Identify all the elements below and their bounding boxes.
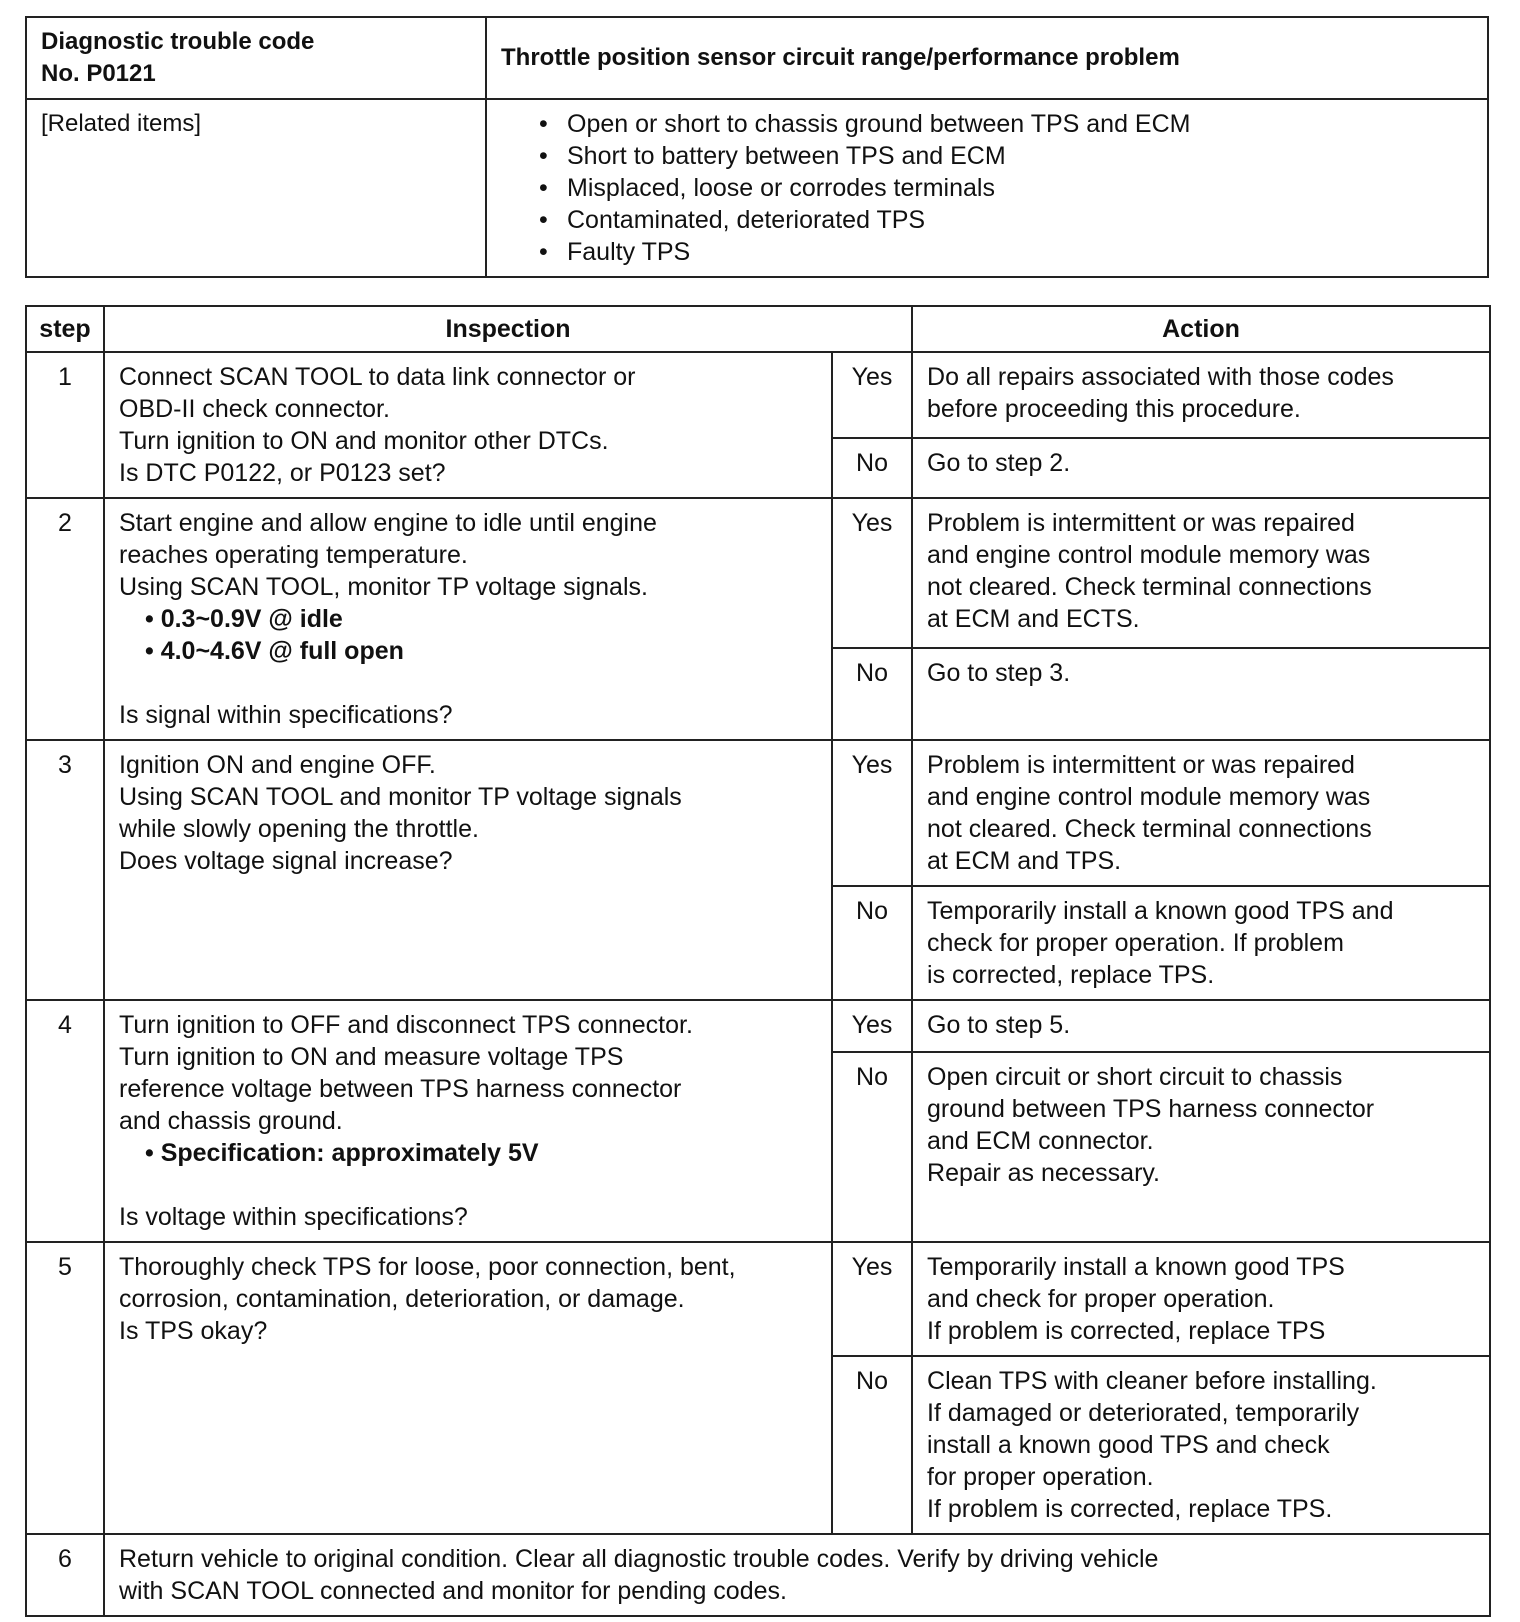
inspection-line: Using SCAN TOOL, monitor TP voltage signals. [119, 573, 648, 601]
inspection-line: Turn ignition to OFF and disconnect TPS connector. [119, 1011, 693, 1039]
inspection-line: corrosion, contamination, deterioration, or damage. [119, 1285, 685, 1313]
related-item: • Open or short to chassis ground between TPS and ECM [539, 108, 1473, 140]
action-line: If damaged or deteriorated, temporarily [927, 1399, 1360, 1427]
inspection-line: Is TPS okay? [119, 1317, 268, 1345]
action-line: Clean TPS with cleaner before installing. [927, 1367, 1377, 1395]
no-label: No [832, 886, 912, 1000]
no-label: No [832, 1356, 912, 1534]
action-line: Go to step 3. [927, 659, 1071, 688]
table-row [26, 1000, 1490, 1052]
table-row [26, 1534, 1490, 1616]
step-column-header: step [26, 306, 104, 352]
yes-label: Yes [832, 1000, 912, 1052]
yes-action-cell [912, 498, 1490, 648]
action-line: Go to step 5. [927, 1011, 1071, 1039]
inspection-line: Connect SCAN TOOL to data link connector or [119, 363, 636, 391]
inspection-line: Does voltage signal increase? [119, 847, 453, 875]
action-line: before proceeding this procedure. [927, 395, 1301, 423]
spec-bullet: • 0.3~0.9V @ idle [145, 605, 343, 633]
action-line: Problem is intermittent or was repaired [927, 509, 1355, 537]
table-row [26, 1242, 1490, 1356]
inspection-line: while slowly opening the throttle. [119, 815, 479, 843]
action-line: ground between TPS harness connector [927, 1095, 1375, 1124]
no-action-cell [912, 1052, 1490, 1242]
spec-bullet: • 4.0~4.6V @ full open [145, 637, 404, 665]
action-line: Repair as necessary. [927, 1159, 1160, 1188]
spec-bullet: • Specification: approximately 5V [145, 1139, 539, 1167]
diagnostic-procedure-table [25, 305, 1491, 1617]
inspection-line: Return vehicle to original condition. Clear all diagnostic trouble codes. Verify by driving vehicle [119, 1545, 1159, 1573]
inspection-line: Ignition ON and engine OFF. [119, 751, 436, 779]
action-line: If problem is corrected, replace TPS. [927, 1495, 1333, 1523]
inspection-line: Thoroughly check TPS for loose, poor connection, bent, [119, 1253, 736, 1281]
action-line: and engine control module memory was [927, 541, 1371, 569]
inspection-column-header: Inspection [104, 306, 912, 352]
action-line: and check for proper operation. [927, 1285, 1275, 1313]
dtc-code-number: No. P0121 [41, 60, 156, 87]
action-line: Go to step 2. [927, 449, 1071, 478]
no-action-cell [912, 1356, 1490, 1534]
action-line: Open circuit or short circuit to chassis [927, 1063, 1343, 1092]
no-action-cell [912, 886, 1490, 1000]
step-number: 4 [26, 1000, 104, 1242]
table-row [26, 352, 1490, 438]
action-line: is corrected, replace TPS. [927, 961, 1215, 989]
action-line: at ECM and TPS. [927, 847, 1122, 875]
dtc-title: Throttle position sensor circuit range/performance problem [501, 44, 1180, 71]
inspection-line: Is DTC P0122, or P0123 set? [119, 459, 446, 487]
inspection-line: Turn ignition to ON and measure voltage TPS [119, 1043, 624, 1071]
yes-action-cell [912, 740, 1490, 886]
inspection-question: Is signal within specifications? [119, 701, 453, 729]
yes-action-cell [912, 1000, 1490, 1052]
inspection-line: and chassis ground. [119, 1107, 343, 1135]
action-line: check for proper operation. If problem [927, 929, 1344, 957]
related-item: • Misplaced, loose or corrodes terminals [539, 172, 1473, 204]
inspection-cell [104, 498, 832, 740]
yes-label: Yes [832, 1242, 912, 1356]
inspection-line: reference voltage between TPS harness connector [119, 1075, 682, 1103]
no-label: No [832, 648, 912, 740]
dtc-code-cell [26, 17, 486, 99]
action-line: Temporarily install a known good TPS and [927, 897, 1394, 925]
dtc-header-table [25, 16, 1489, 278]
action-line: and engine control module memory was [927, 783, 1371, 811]
related-item: • Faulty TPS [539, 236, 1473, 268]
inspection-line: with SCAN TOOL connected and monitor for pending codes. [119, 1577, 787, 1605]
related-item: • Short to battery between TPS and ECM [539, 140, 1473, 172]
action-line: for proper operation. [927, 1463, 1154, 1491]
yes-action-cell [912, 1242, 1490, 1356]
table-header-row [26, 306, 1490, 352]
action-line: Temporarily install a known good TPS [927, 1253, 1345, 1281]
related-items-list [501, 108, 1473, 268]
related-items-label: [Related items] [41, 110, 202, 137]
action-line: install a known good TPS and check [927, 1431, 1330, 1459]
inspection-cell [104, 1000, 832, 1242]
inspection-question: Is voltage within specifications? [119, 1203, 468, 1231]
action-line: and ECM connector. [927, 1127, 1154, 1156]
dtc-title-cell [486, 17, 1488, 99]
step-number: 1 [26, 352, 104, 498]
related-item: • Contaminated, deteriorated TPS [539, 204, 1473, 236]
action-line: Do all repairs associated with those codes [927, 363, 1394, 391]
action-line: Problem is intermittent or was repaired [927, 751, 1355, 779]
step-number: 2 [26, 498, 104, 740]
inspection-cell [104, 1534, 1490, 1616]
inspection-line: Turn ignition to ON and monitor other DTCs. [119, 427, 609, 455]
action-line: not cleared. Check terminal connections [927, 573, 1372, 601]
action-line: at ECM and ECTS. [927, 605, 1140, 633]
dtc-code-label: Diagnostic trouble code [41, 28, 315, 55]
inspection-cell [104, 740, 832, 1000]
inspection-cell [104, 352, 832, 498]
yes-label: Yes [832, 352, 912, 438]
no-label: No [832, 1052, 912, 1242]
related-items-cell [486, 99, 1488, 277]
action-line: not cleared. Check terminal connections [927, 815, 1372, 843]
step-number: 5 [26, 1242, 104, 1534]
action-line: If problem is corrected, replace TPS [927, 1317, 1326, 1345]
yes-label: Yes [832, 498, 912, 648]
no-label: No [832, 438, 912, 498]
yes-label: Yes [832, 740, 912, 886]
action-column-header: Action [912, 306, 1490, 352]
yes-action-cell [912, 352, 1490, 438]
step-number: 6 [26, 1534, 104, 1616]
inspection-line: reaches operating temperature. [119, 541, 468, 569]
inspection-line: Start engine and allow engine to idle until engine [119, 509, 657, 537]
no-action-cell [912, 438, 1490, 498]
inspection-line: OBD-II check connector. [119, 395, 390, 423]
inspection-line: Using SCAN TOOL and monitor TP voltage signals [119, 783, 682, 811]
step-number: 3 [26, 740, 104, 1000]
no-action-cell [912, 648, 1490, 740]
table-row [26, 498, 1490, 648]
table-row [26, 740, 1490, 886]
inspection-cell [104, 1242, 832, 1534]
related-label-cell [26, 99, 486, 277]
